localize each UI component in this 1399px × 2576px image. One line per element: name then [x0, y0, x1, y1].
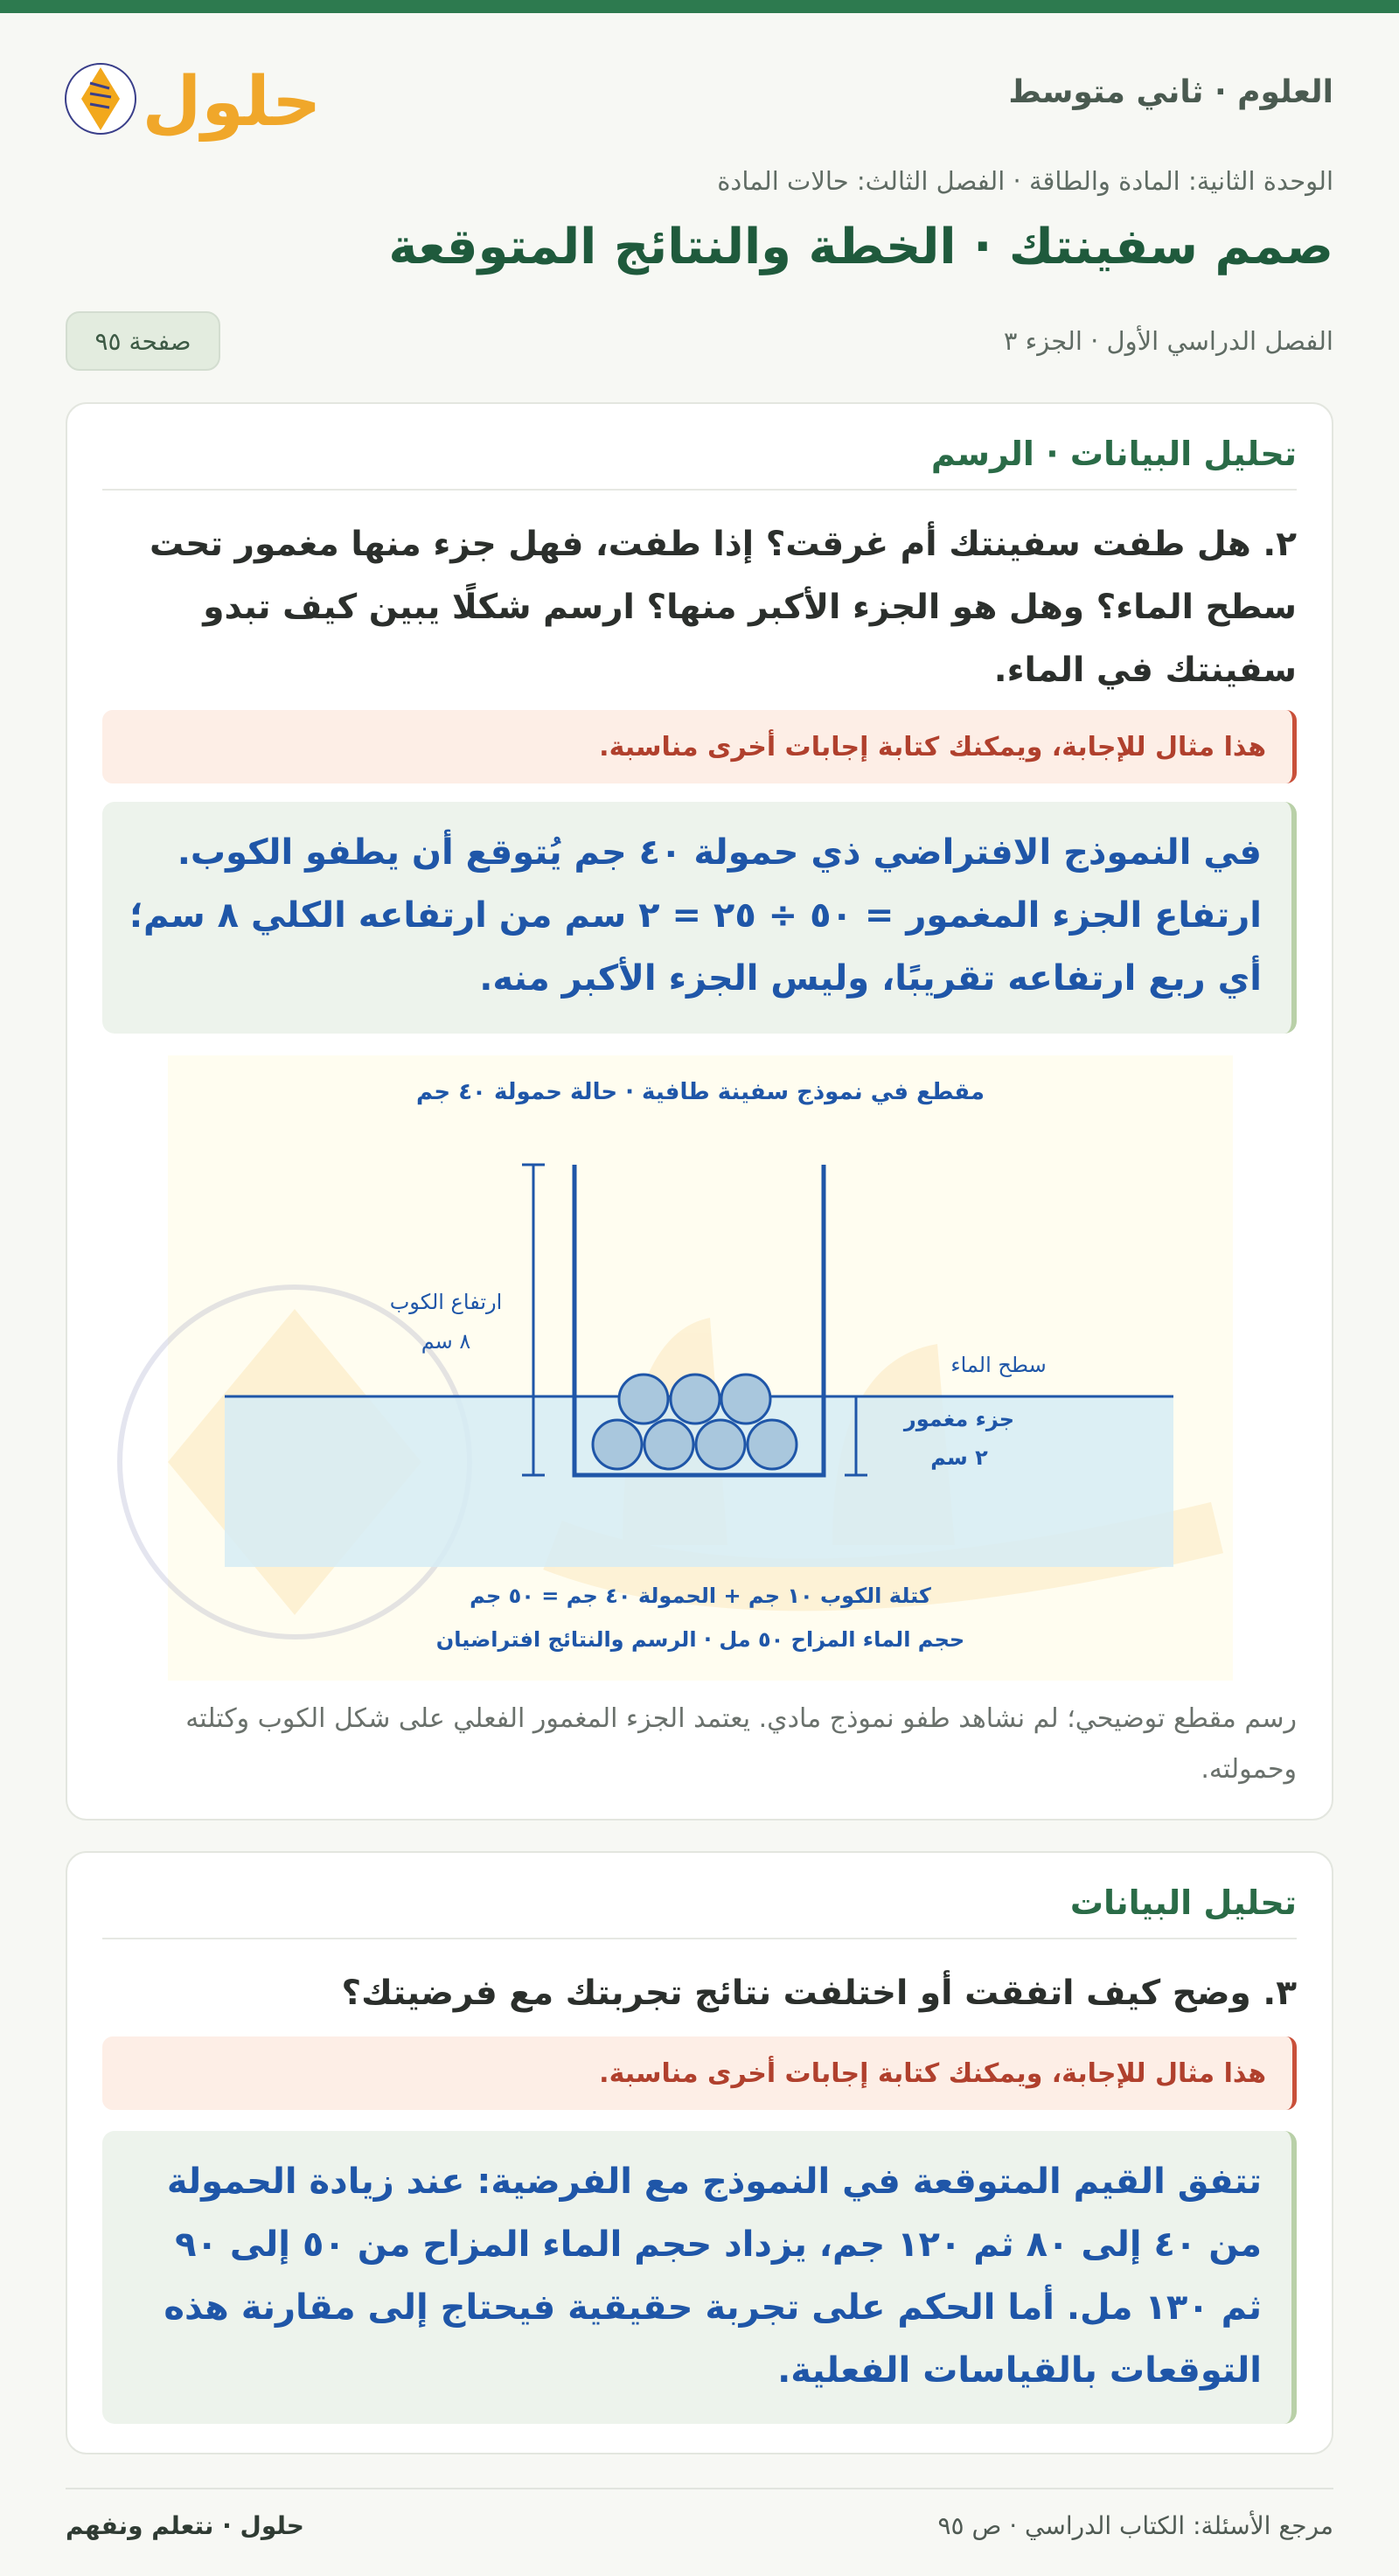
submerged-label: جزء مغمور: [903, 1407, 1015, 1431]
answer-box: [102, 802, 1297, 1034]
breadcrumb: الوحدة الثانية: المادة والطاقة · الفصل الثالث: حالات المادة: [717, 166, 1333, 196]
answer-line: ارتفاع الجزء المغمور = ٥٠ ÷ ٢٥ = ٢ سم من ارتفاعه الكلي ٨ سم؛: [129, 895, 1262, 936]
cup-height-value: ٨ سم: [421, 1329, 471, 1354]
cargo-ball: [671, 1375, 720, 1424]
sample-answer-note: هذا مثال للإجابة، ويمكنك كتابة إجابات أخرى مناسبة.: [102, 2036, 1297, 2110]
cup-height-label: ارتفاع الكوب: [389, 1290, 503, 1314]
question-text: ٣. وضح كيف اتفقت أو اختلفت نتائج تجربتك مع فرضيتك؟: [341, 1974, 1297, 2013]
answer-line: في النموذج الافتراضي ذي حمولة ٤٠ جم يُتوقع أن يطفو الكوب.: [177, 832, 1262, 873]
cargo-ball: [619, 1375, 668, 1424]
cargo-ball: [696, 1420, 745, 1469]
footer-reference: مرجع الأسئلة: الكتاب الدراسي · ص ٩٥: [937, 2511, 1333, 2540]
sample-answer-note: هذا مثال للإجابة، ويمكنك كتابة إجابات أخرى مناسبة.: [102, 710, 1297, 783]
footer-divider: [66, 2488, 1333, 2489]
question-text: ٢. هل طفت سفينتك أم غرقت؟ إذا طفت، فهل جزء منها مغمور تحت سطح الماء؟ وهل هو الجزء الأكبر منها؟ ارسم شكلًا يبين كيف تبدو سفينتك في الماء.: [149, 525, 1297, 690]
mass-equation: كتلة الكوب ١٠ جم + الحمولة ٤٠ جم = ٥٠ جم: [470, 1584, 931, 1608]
figure-caption: رسم مقطع توضيحي؛ لم نشاهد طفو نموذج مادي. يعتمد الجزء المغمور الفعلي على شكل الكوب وكتلته وحمولته.: [185, 1703, 1297, 1785]
term-label: الفصل الدراسي الأول · الجزء ٣: [1003, 326, 1333, 356]
cargo-ball: [644, 1420, 693, 1469]
diagram-title: مقطع في نموذج سفينة طافية · حالة حمولة ٤٠ جم: [416, 1079, 985, 1105]
cargo-ball: [721, 1375, 770, 1424]
section-title: تحليل البيانات · الرسم: [930, 435, 1297, 473]
section-divider: [102, 489, 1297, 491]
page-title: صمم سفينتك · الخطة والنتائج المتوقعة: [388, 219, 1333, 275]
answer-box: تتفق القيم المتوقعة في النموذج مع الفرضية: عند زيادة الحمولة من ٤٠ إلى ٨٠ ثم ١٢٠ جم، يزداد حجم الماء المزاح من ٥٠ إلى ٩٠ ثم ١٣٠ مل. أما الحكم على تجربة حقيقية فيحتاج إلى مقارنة هذه التوقعات بالقياسات الفعلية.: [102, 2131, 1297, 2424]
page-header: [66, 48, 1333, 144]
top-accent-bar: [0, 0, 1399, 13]
water-surface-label: سطح الماء: [950, 1353, 1047, 1377]
submerged-value: ٢ سم: [930, 1445, 988, 1470]
subject-label: العلوم · ثاني متوسط: [1008, 74, 1333, 110]
section-divider: [102, 1938, 1297, 1939]
cargo-ball: [593, 1420, 642, 1469]
cargo-ball: [748, 1420, 797, 1469]
floating-cup-diagram: [168, 1055, 1233, 1681]
answer-line: أي ربع ارتفاعه تقريبًا، وليس الجزء الأكبر منه.: [479, 958, 1262, 999]
footer-brand: حلول · نتعلم ونفهم: [66, 2511, 304, 2540]
section-title: تحليل البيانات: [1069, 1883, 1297, 1922]
question-card-2: [66, 402, 1333, 1821]
question-card-3: [66, 1851, 1333, 2454]
page-number-badge: صفحة ٩٥: [66, 311, 220, 371]
logo-text: حلول: [142, 63, 322, 142]
hulul-logo-icon[interactable]: [66, 48, 322, 144]
displaced-volume-note: حجم الماء المزاح ٥٠ مل · الرسم والنتائج افتراضيان: [435, 1627, 965, 1652]
